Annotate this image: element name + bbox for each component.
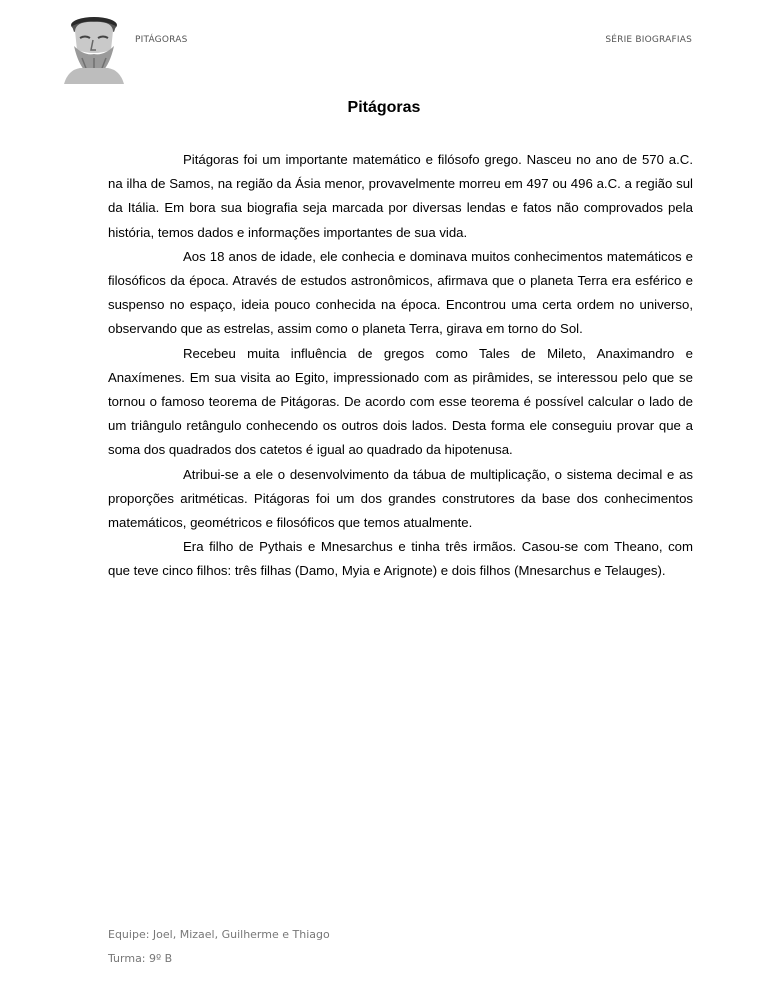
footer-class: Turma: 9º B (108, 952, 173, 965)
paragraph: Aos 18 anos de idade, ele conhecia e dominava muitos conhecimentos matemáticos e filosóficos da época. Através de estudos astronômicos, afirmava que o planeta Terra era esférico e suspenso no espaço, ideia pouco conhecida na época. Encontrou uma certa ordem no universo, observando que as estrelas, assim como o planeta Terra, girava em torno do Sol. (108, 248, 693, 337)
header-left-label: PITÁGORAS (135, 35, 188, 45)
header-right-label: SÉRIE BIOGRAFIAS (605, 35, 692, 45)
page-title: Pitágoras (347, 99, 421, 116)
paragraph: Recebeu muita influência de gregos como Tales de Mileto, Anaximandro e Anaxímenes. Em sua visita ao Egito, impressionado com as pirâmides, se interessou pelo que se tornou o famoso teorema de Pitágoras. De acordo com esse teorema é possível calcular o lado de um triângulo retângulo conhecendo os outros dois lados. Desta forma ele conseguiu provar que a soma dos quadrados dos catetos é igual ao quadrado da hipotenusa. (108, 345, 693, 458)
footer-team: Equipe: Joel, Mizael, Guilherme e Thiago (108, 928, 330, 941)
document-body (108, 148, 693, 584)
paragraph: Atribui-se a ele o desenvolvimento da tábua de multiplicação, o sistema decimal e as proporções aritméticas. Pitágoras foi um dos grandes construtores da base dos conhecimentos matemáticos, geométricos e filosóficos que temos atualmente. (108, 466, 693, 531)
pythagoras-bust-image (58, 12, 130, 84)
paragraph: Era filho de Pythais e Mnesarchus e tinha três irmãos. Casou-se com Theano, com que teve cinco filhos: três filhas (Damo, Myia e Arignote) e dois filhos (Mnesarchus e Telauges). (108, 539, 693, 579)
paragraph: Pitágoras foi um importante matemático e filósofo grego. Nasceu no ano de 570 a.C. na ilha de Samos, na região da Ásia menor, provavelmente morreu em 497 ou 496 a.C. a região sul da Itália. Em bora sua biografia seja marcada por diversas lendas e fatos não comprovados pela história, temos dados e informações importantes de sua vida. (108, 152, 693, 240)
